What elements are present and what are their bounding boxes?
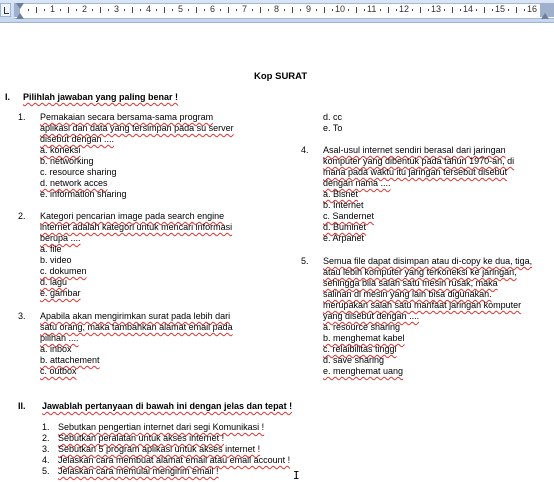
ruler-number: 13 bbox=[431, 4, 442, 14]
ruler-tick bbox=[172, 9, 173, 11]
essay-number: 5. bbox=[42, 466, 50, 476]
q2-line: internet adalah kategori untuk mencari informasi bbox=[40, 222, 233, 232]
ruler-number: 16 bbox=[527, 4, 538, 14]
ruler-tick bbox=[316, 9, 317, 11]
essay-question: Sebutkan pengertian internet dari segi Komunikasi ! bbox=[58, 422, 265, 432]
ruler-tick bbox=[228, 7, 229, 13]
ruler-number: 1 bbox=[50, 4, 56, 14]
ruler-tick bbox=[388, 7, 389, 13]
q1-option: d. network acces bbox=[40, 178, 108, 188]
essay-question: Jelaskan cara memulai mengirim email ! bbox=[58, 466, 219, 476]
q4-line: Asal-usul internet sendiri berasal dari jaringan bbox=[323, 145, 506, 155]
ruler-tick bbox=[268, 9, 269, 11]
q4-number: 4. bbox=[301, 145, 309, 155]
ruler-tick bbox=[348, 9, 349, 11]
ruler-number: 4 bbox=[146, 4, 152, 14]
q2-option: d. lagu bbox=[40, 277, 68, 287]
q3-option: a. inbox bbox=[40, 344, 72, 354]
q1-option: a. koneksi bbox=[40, 145, 81, 155]
ruler-number: 15 bbox=[495, 4, 506, 14]
q1-option: b. networking bbox=[40, 156, 94, 166]
ruler-tick bbox=[164, 7, 165, 13]
ruler-tick bbox=[68, 7, 69, 13]
ruler-tick bbox=[492, 9, 493, 11]
q4-option: c. Sandernet bbox=[323, 211, 375, 221]
ruler-tick bbox=[124, 9, 125, 11]
horizontal-ruler[interactable] bbox=[0, 0, 554, 23]
q3-option: e. To bbox=[323, 123, 343, 133]
ruler-tick bbox=[516, 7, 517, 13]
ruler-number: 3 bbox=[114, 4, 120, 14]
ruler-tick bbox=[252, 9, 253, 11]
ruler-tick bbox=[508, 9, 509, 11]
q3-option: b. attachement bbox=[40, 355, 100, 365]
ruler-tick bbox=[100, 7, 101, 13]
ruler-number: 6 bbox=[210, 4, 216, 14]
section-1-heading: Pilihlah jawaban yang paling benar ! bbox=[23, 92, 179, 102]
essay-question: Jelaskan cara membuat alamat email atau email account ! bbox=[58, 455, 291, 465]
first-line-indent-icon[interactable] bbox=[16, 3, 24, 9]
page-title: Kop SURAT bbox=[254, 71, 308, 82]
ruler-number: 11 bbox=[367, 4, 377, 14]
q4-option: d. Buminet bbox=[323, 222, 367, 232]
q2-line: berupa .... bbox=[40, 233, 81, 243]
q2-line: Kategori pencarian image pada search engine bbox=[40, 211, 225, 221]
q1-line: aplikasi dan data yang tersimpan pada su server bbox=[40, 123, 234, 133]
ruler-tick bbox=[196, 7, 197, 13]
ruler-number: 8 bbox=[274, 4, 280, 14]
q1-line: Pemakaian secara bersama-sama program bbox=[40, 112, 214, 122]
q4-option: b. Internet bbox=[323, 200, 364, 210]
q4-option: e. Arpanet bbox=[323, 233, 365, 243]
ruler-tick bbox=[140, 9, 141, 11]
ruler-tick bbox=[444, 9, 445, 11]
q4-line: komputer yang dibentuk pada tahun 1970-an, di bbox=[323, 156, 515, 166]
essay-number: 4. bbox=[42, 455, 50, 465]
q1-option: c. resource sharing bbox=[40, 167, 117, 177]
ruler-number: 9 bbox=[306, 4, 312, 14]
ruler-number: 2 bbox=[82, 4, 88, 14]
ruler-tick bbox=[396, 9, 397, 11]
ruler-tick bbox=[412, 9, 413, 11]
ruler-tick bbox=[284, 9, 285, 11]
q2-option: e. gambar bbox=[40, 288, 81, 298]
q4-line: dengan nama .... bbox=[323, 178, 391, 188]
ruler-tick bbox=[108, 9, 109, 11]
ruler-tick bbox=[44, 9, 45, 11]
q5-line: sehingga bila salah satu mesin rusak, maka bbox=[323, 278, 498, 288]
q5-number: 5. bbox=[301, 256, 309, 266]
ruler-tick bbox=[380, 9, 381, 11]
q5-option: b. menghemat kabel bbox=[323, 333, 405, 343]
ruler-number: 5 bbox=[178, 4, 184, 14]
q2-number: 2. bbox=[18, 211, 26, 221]
q5-line: yang disebut dengan .... bbox=[323, 311, 420, 321]
essay-question: Sebutkan peralatan untuk akses internet ! bbox=[58, 433, 225, 443]
ruler-tick bbox=[484, 7, 485, 13]
essay-number: 1. bbox=[42, 422, 50, 432]
q3-line: pilihan .... bbox=[40, 333, 79, 343]
q3-option: c. outbox bbox=[40, 366, 77, 376]
section-2-heading: Jawablah pertanyaan di bawah ini dengan jelas dan tepat ! bbox=[42, 401, 293, 411]
ruler-tick bbox=[524, 9, 525, 11]
ruler-tick bbox=[132, 7, 133, 13]
q5-option: d. save sharing bbox=[323, 355, 385, 365]
tab-selector-icon[interactable] bbox=[0, 3, 11, 17]
ruler-tick bbox=[460, 9, 461, 11]
section-2-number: II. bbox=[18, 401, 26, 411]
q4-option: a. Bisnet bbox=[323, 189, 359, 199]
q3-line: satu orang, maka tambahkan alamat email pada bbox=[40, 322, 233, 332]
ruler-tick bbox=[92, 9, 93, 11]
q5-line: atau lebih komputer yang terkoneksi ke jaringan, bbox=[323, 267, 517, 277]
ruler-tick bbox=[204, 9, 205, 11]
ruler-tick bbox=[428, 9, 429, 11]
ruler-tick bbox=[220, 9, 221, 11]
ruler-tick bbox=[76, 9, 77, 11]
ruler-tick bbox=[332, 9, 333, 11]
ruler-tick bbox=[356, 7, 357, 13]
ruler-tick bbox=[36, 7, 37, 13]
ruler-tick bbox=[452, 7, 453, 13]
ruler-number: 7 bbox=[242, 4, 248, 14]
ruler-tick bbox=[292, 7, 293, 13]
ruler-number: 10 bbox=[335, 4, 346, 14]
hanging-indent-icon[interactable] bbox=[16, 13, 24, 19]
essay-question: Sebutkan 5 program aplikasi untuk akses internet ! bbox=[58, 444, 261, 454]
essay-number: 2. bbox=[42, 433, 50, 443]
ruler-tick bbox=[364, 9, 365, 11]
ruler-tick bbox=[60, 9, 61, 11]
q1-number: 1. bbox=[18, 112, 26, 122]
q2-option: a. file bbox=[40, 244, 62, 254]
ruler-number: 12 bbox=[399, 4, 410, 14]
q5-line: Semua file dapat disimpan atau di-copy ke dua, tiga, bbox=[323, 256, 533, 266]
q2-option: b. video bbox=[40, 255, 72, 265]
ruler-tick bbox=[324, 7, 325, 13]
q1-line: disebut dengan .... bbox=[40, 134, 115, 144]
q3-number: 3. bbox=[18, 311, 26, 321]
q1-option: e. information sharing bbox=[40, 189, 127, 199]
q4-line: mana pada waktu itu jaringan tersebut disebut bbox=[323, 167, 508, 177]
ruler-tick bbox=[156, 9, 157, 11]
q5-option: e. menghemat uang bbox=[323, 366, 404, 376]
ruler-tick bbox=[420, 7, 421, 13]
ruler-tick bbox=[28, 9, 29, 11]
section-1-number: I. bbox=[5, 92, 11, 102]
text-cursor-icon: I bbox=[293, 469, 300, 482]
q5-line: merupakan salah satu manfaat jaringan komputer bbox=[323, 300, 522, 310]
q2-option: c. dokumen bbox=[40, 266, 87, 276]
ruler-tick bbox=[188, 9, 189, 11]
essay-number: 3. bbox=[42, 444, 50, 454]
ruler-tick bbox=[300, 9, 301, 11]
q5-option: a. resource sharing bbox=[323, 322, 401, 332]
ruler-number: 14 bbox=[463, 4, 474, 14]
ruler-tick bbox=[260, 7, 261, 13]
ruler-tick bbox=[476, 9, 477, 11]
q3-option: d. cc bbox=[323, 112, 343, 122]
q3-line: Apabila akan mengirimkan surat pada lebih dari bbox=[40, 311, 231, 321]
q5-line: salinan di mesin yang lain bisa digunakan. bbox=[323, 289, 492, 299]
q5-option: c. relaibilitas tinggi bbox=[323, 344, 397, 354]
ruler-tick bbox=[236, 9, 237, 11]
right-indent-icon[interactable] bbox=[541, 13, 549, 19]
